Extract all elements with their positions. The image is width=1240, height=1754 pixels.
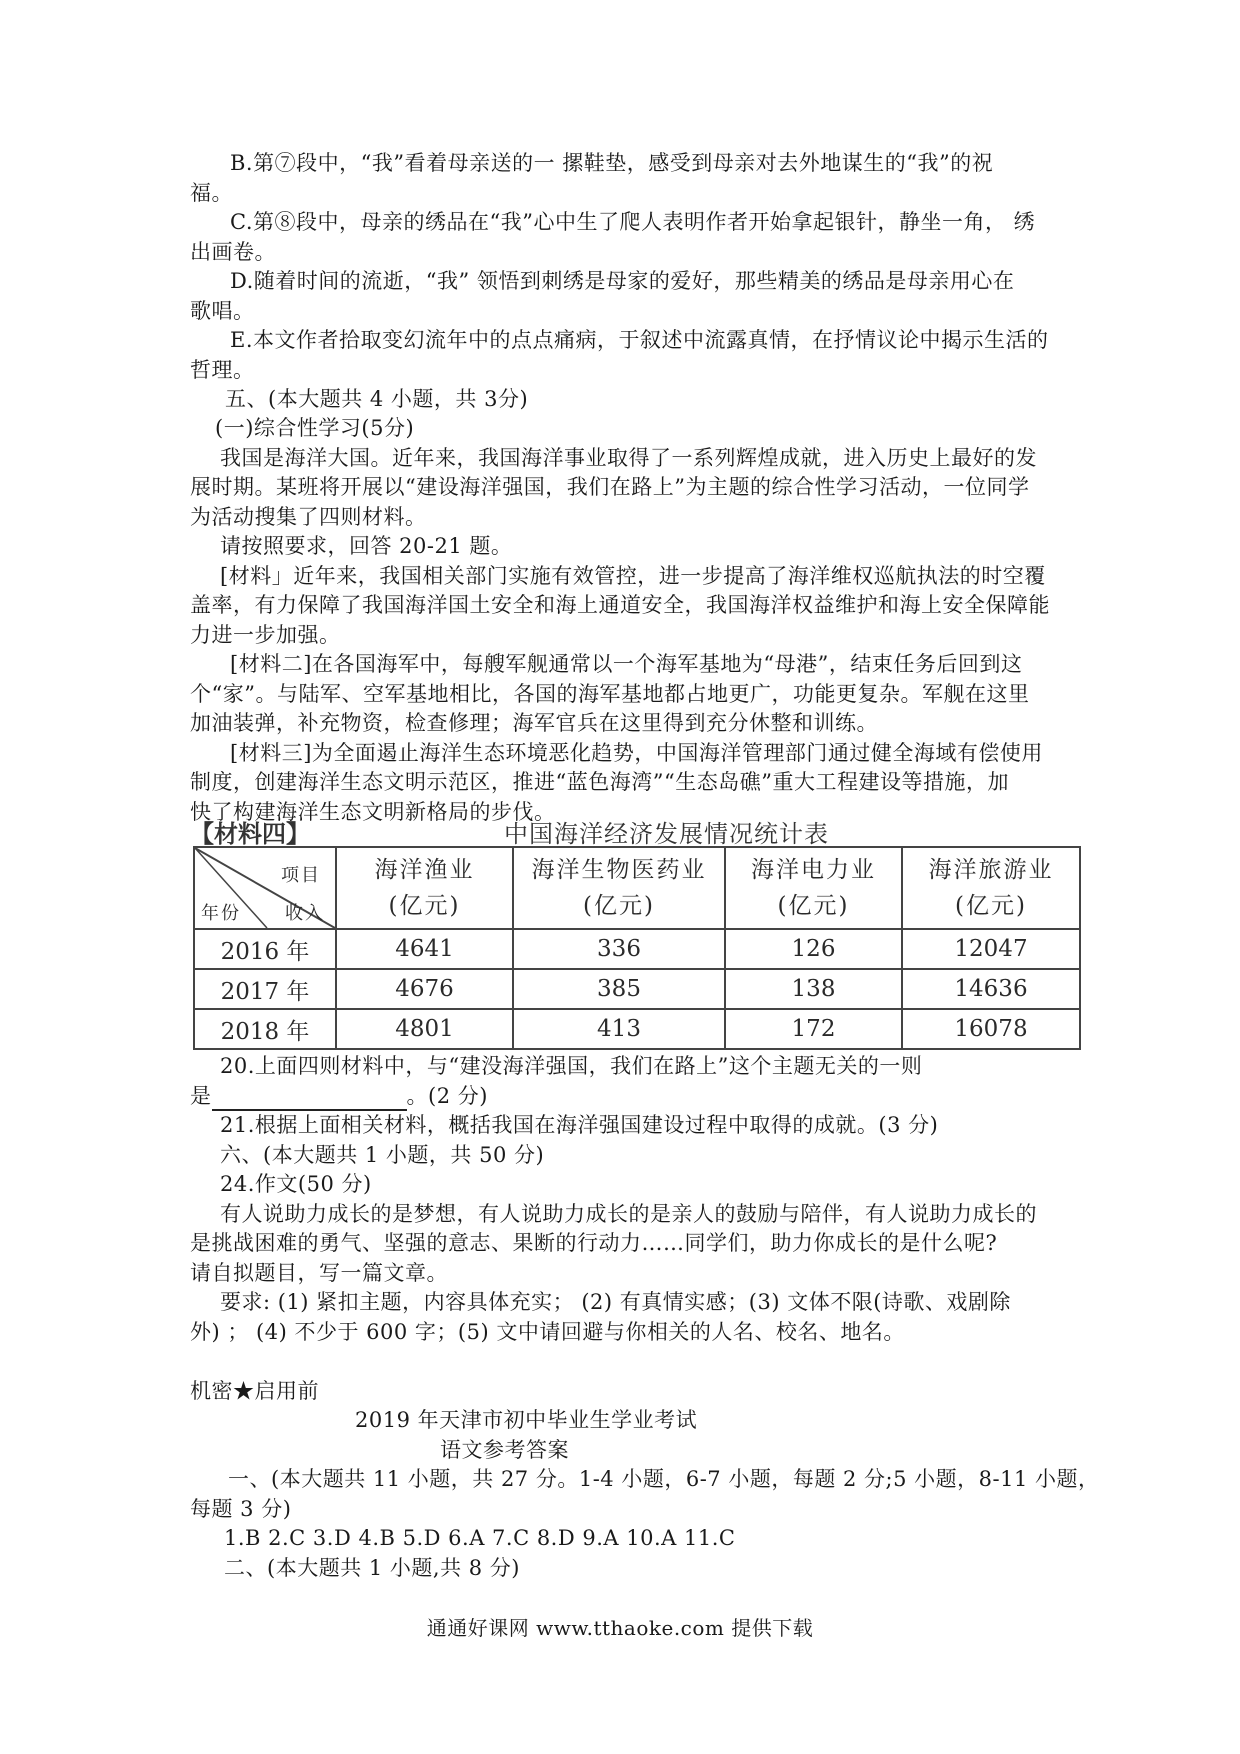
material-2-line-1: [材料二]在各国海军中，每艘军舰通常以一个海军基地为“母港”，结束任务后回到这	[230, 652, 1023, 676]
value-cell: 12047	[902, 929, 1080, 969]
question-20-suffix: 。(2 分)	[406, 1084, 488, 1108]
value-cell: 336	[513, 929, 725, 969]
section-five-heading: 五、(本大题共 4 小题，共 3分)	[225, 387, 529, 411]
option-b-line-2: 福。	[190, 181, 233, 205]
value-cell: 413	[513, 1009, 725, 1049]
corner-label-income: 收入	[285, 903, 325, 924]
value-cell: 4676	[336, 969, 513, 1009]
section-six-heading: 六、(本大题共 1 小题，共 50 分)	[220, 1143, 545, 1167]
answer-key-title: 语文参考答案	[440, 1438, 569, 1462]
ocean-economy-table	[193, 846, 1081, 1050]
confidential-mark: 机密★启用前	[190, 1379, 319, 1403]
year-cell: 2016 年	[194, 929, 336, 969]
value-cell: 14636	[902, 969, 1080, 1009]
corner-header-cell	[194, 847, 336, 929]
value-cell: 126	[725, 929, 902, 969]
intro-line-3: 为活动搜集了四则材料。	[190, 505, 427, 529]
table-row	[194, 1009, 1080, 1049]
instruction-line: 请按照要求，回答 20-21 题。	[220, 534, 513, 558]
option-e-line-2: 哲理。	[190, 358, 255, 382]
material-1-line-1: [材料」近年来，我国相关部门实施有效管控，进一步提高了海洋维权巡航执法的时空覆	[220, 564, 1046, 588]
material-2-line-3: 加油装弹，补充物资，检查修理；海军官兵在这里得到充分休整和训练。	[190, 711, 878, 735]
column-header: 海洋生物医药业 (亿元)	[513, 847, 725, 929]
value-cell: 16078	[902, 1009, 1080, 1049]
essay-requirements-line-2: 外) ； (4) 不少于 600 字；(5) 文中请回避与你相关的人名、校名、地名。	[190, 1320, 905, 1344]
column-header: 海洋电力业 (亿元)	[725, 847, 902, 929]
value-cell: 4641	[336, 929, 513, 969]
answer-key-list: 1.B 2.C 3.D 4.B 5.D 6.A 7.C 8.D 9.A 10.A 11.C	[224, 1526, 736, 1550]
intro-line-2: 展时期。某班将开展以“建设海洋强国，我们在路上”为主题的综合性学习活动，一位同学	[190, 475, 1030, 499]
table-caption	[190, 814, 1090, 848]
exam-title: 2019 年天津市初中毕业生学业考试	[355, 1408, 698, 1432]
answer-blank[interactable]	[212, 1087, 407, 1111]
question-20-line-1: 20.上面四则材料中，与“建没海洋强国，我们在路上”这个主题无关的一则	[220, 1054, 923, 1078]
year-cell: 2018 年	[194, 1009, 336, 1049]
table-title: 中国海洋经济发展情况统计表	[504, 820, 829, 848]
value-cell: 4801	[336, 1009, 513, 1049]
answer-section-1-line-2: 每题 3 分)	[190, 1497, 292, 1521]
question-24: 24.作文(50 分)	[220, 1172, 372, 1196]
essay-prompt-line-1: 有人说助力成长的是梦想，有人说助力成长的是亲人的鼓励与陪伴，有人说助力成长的	[220, 1202, 1037, 1226]
subsection-heading: (一)综合性学习(5分)	[215, 416, 415, 440]
material-3-line-2: 制度，创建海洋生态文明示范区，推进“蓝色海湾”“生态岛礁”重大工程建设等措施，加	[190, 770, 1009, 794]
table-header-row	[194, 847, 1080, 929]
download-footer: 通通好课网 www.tthaoke.com 提供下载	[426, 1616, 814, 1640]
material-1-line-2: 盖率，有力保障了我国海洋国土安全和海上通道安全，我国海洋权益维护和海上安全保障能	[190, 593, 1050, 617]
year-cell: 2017 年	[194, 969, 336, 1009]
corner-label-item: 项目	[281, 865, 321, 886]
question-20-prefix: 是	[190, 1084, 212, 1108]
option-b-line-1: B.第⑦段中，“我”看着母亲送的一 摞鞋垫，感受到母亲对去外地谋生的“我”的祝	[230, 151, 994, 175]
option-c-line-1: C.第⑧段中，母亲的绣品在“我”心中生了爬人表明作者开始拿起银针，静坐一角， 绣	[230, 210, 1036, 234]
value-cell: 138	[725, 969, 902, 1009]
material-1-line-3: 力进一步加强。	[190, 623, 341, 647]
value-cell: 385	[513, 969, 725, 1009]
material-3-line-3: 快了构建海洋生态文明新格局的步伐。	[190, 800, 556, 824]
material-2-line-2: 个“家”。与陆军、空军基地相比，各国的海军基地都占地更广，功能更复杂。军舰在这里	[190, 682, 1030, 706]
answer-section-1-line-1: 一、(本大题共 11 小题，共 27 分。1-4 小题，6-7 小题，每题 2 分;5 小题，8-11 小题，	[228, 1467, 1100, 1491]
question-21: 21.根据上面相关材料，概括我国在海洋强国建设过程中取得的成就。(3 分)	[220, 1113, 939, 1137]
intro-line-1: 我国是海洋大国。近年来，我国海洋事业取得了一系列辉煌成就，进入历史上最好的发	[220, 446, 1037, 470]
column-header: 海洋渔业 (亿元)	[336, 847, 513, 929]
material-4-label: 【材料四】	[190, 819, 310, 848]
essay-prompt-line-3: 请自拟题目，写一篇文章。	[190, 1261, 448, 1285]
option-c-line-2: 出画卷。	[190, 240, 276, 264]
option-e-line-1: E.本文作者拾取变幻流年中的点点痛病，于叙述中流露真情，在抒情议论中揭示生活的	[230, 328, 1049, 352]
option-d-line-2: 歌唱。	[190, 299, 255, 323]
value-cell: 172	[725, 1009, 902, 1049]
question-20-line-2	[190, 1081, 488, 1111]
option-d-line-1: D.随着时间的流逝，“我” 领悟到刺绣是母家的爱好，那些精美的绣品是母亲用心在	[230, 269, 1015, 293]
answer-section-2-heading: 二、(本大题共 1 小题,共 8 分)	[224, 1556, 520, 1580]
material-3-line-1: [材料三]为全面遏止海洋生态环境恶化趋势，中国海洋管理部门通过健全海域有偿使用	[230, 741, 1043, 765]
corner-label-year: 年份	[201, 903, 241, 924]
essay-requirements-line-1: 要求: (1) 紧扣主题，内容具体充实； (2) 有真情实感；(3) 文体不限(诗歌、戏剧除	[220, 1290, 1011, 1314]
table-row	[194, 969, 1080, 1009]
table-row	[194, 929, 1080, 969]
column-header: 海洋旅游业 (亿元)	[902, 847, 1080, 929]
essay-prompt-line-2: 是挑战困难的勇气、坚强的意志、果断的行动力……同学们，助力你成长的是什么呢?	[190, 1231, 998, 1255]
